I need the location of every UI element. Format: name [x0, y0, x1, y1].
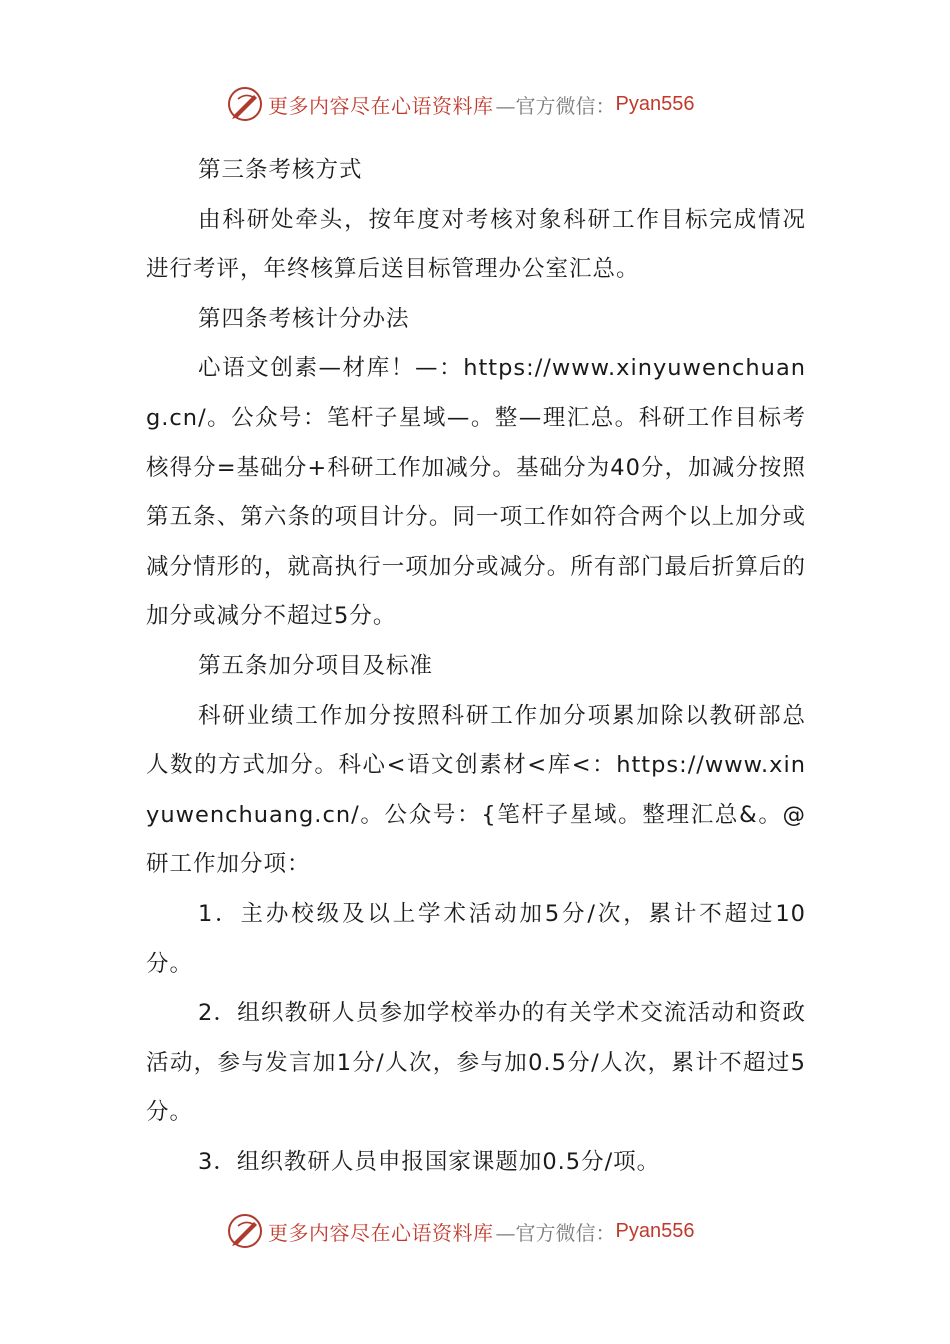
footer-banner [226, 1211, 694, 1251]
list-item-3: 3．组织教研人员申报国家课题加0.5分/项。 [198, 1148, 661, 1175]
banner-title: 更多内容尽在心语资料库 [268, 93, 494, 118]
banner-subtitle: —官方微信： [495, 93, 616, 118]
article-5-heading: 第五条加分项目及标准 [198, 652, 434, 679]
banner-wechat-id: Pyan556 [615, 1219, 695, 1242]
banner-title: 更多内容尽在心语资料库 [268, 1220, 494, 1245]
banner-subtitle: —官方微信： [495, 1220, 616, 1245]
article-4-body: 心语文创素—材库！—：https://www.xinyuwenchuang.cn/。公众号：笔杆子星域—。整—理汇总。科研工作目标考核得分=基础分+科研工作加减分。基础分为40分，加减分按照第五条、第六条的项目计分。同一项工作如符合两个以上加分或减分情形的，就高执行一项加分或减分。所有部门最后折算后的加分或减分不超过5分。 [146, 355, 806, 630]
document-body [146, 146, 806, 1187]
article-3-heading: 第三条考核方式 [198, 157, 363, 183]
pen-logo-icon [226, 1212, 264, 1250]
header-banner [226, 84, 694, 124]
list-item-2: 2．组织教研人员参加学校举办的有关学术交流活动和资政活动，参与发言加1分/人次，参与加0.5分/人次，累计不超过5分。 [146, 1000, 806, 1126]
pen-logo-icon [226, 85, 264, 123]
list-item-1: 1．主办校级及以上学术活动加5分/次，累计不超过10分。 [146, 900, 806, 977]
article-4-heading: 第四条考核计分办法 [198, 305, 410, 332]
banner-wechat-id: Pyan556 [615, 92, 695, 115]
article-5-body: 科研业绩工作加分按照科研工作加分项累加除以教研部总人数的方式加分。科心<语文创素材<库<：https://www.xinyuwenchuang.cn/。公众号：{笔杆子星域。整理汇总&。@研工作加分项： [146, 702, 806, 878]
article-3-body: 由科研处牵头，按年度对考核对象科研工作目标完成情况进行考评，年终核算后送目标管理办公室汇总。 [146, 206, 806, 283]
